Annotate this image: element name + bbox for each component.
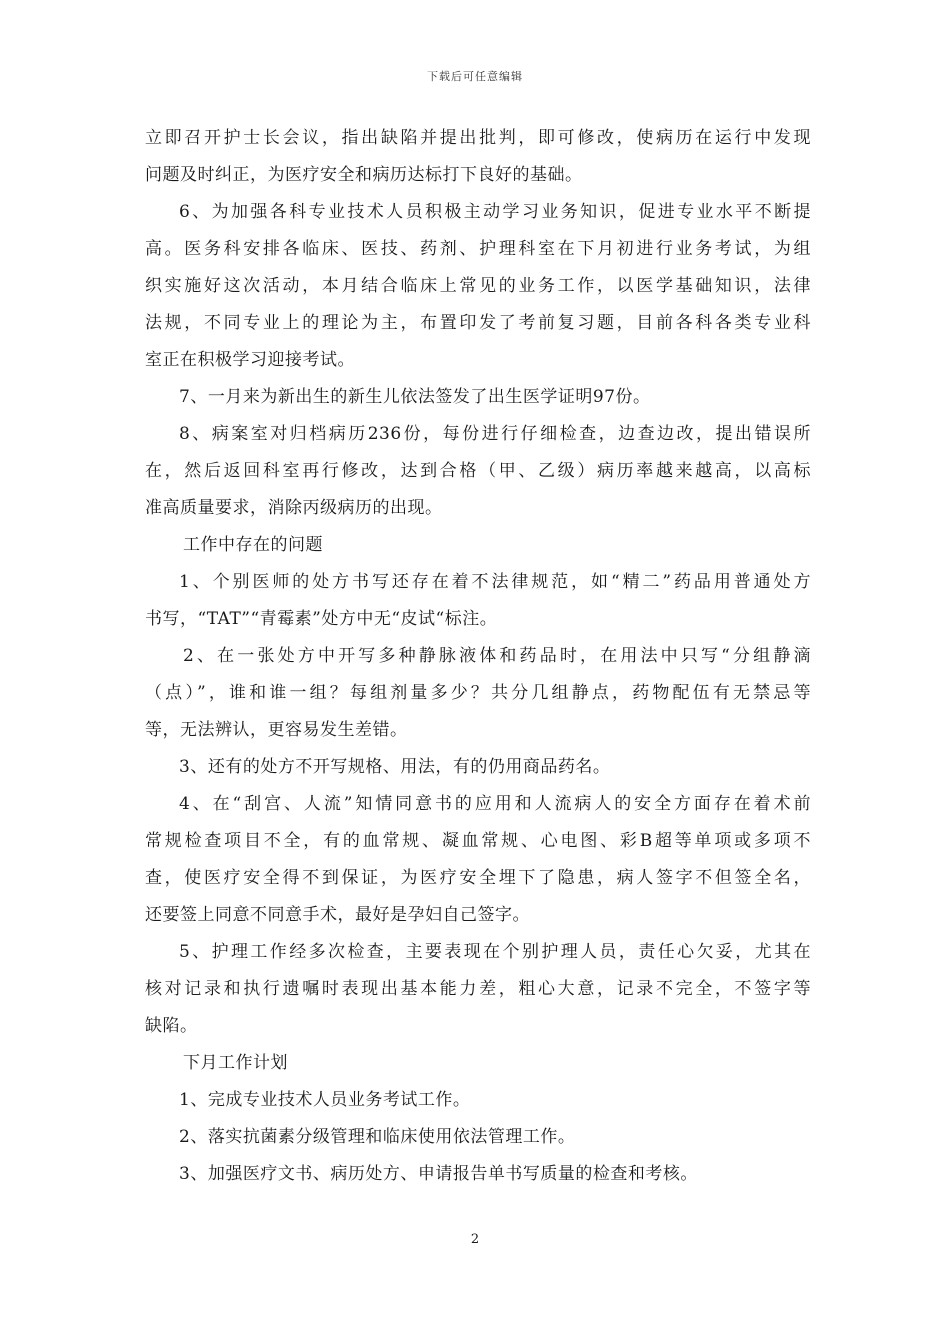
item-8-line: 准高质量要求，消除丙级病历的出现。	[145, 498, 443, 518]
item-8-line: 8、病案室对归档病历236份，每份进行仔细检查，边查边改，提出错误所	[179, 424, 811, 444]
item-6-line: 室正在积极学习迎接考试。	[145, 350, 355, 370]
problem-5-line: 5、护理工作经多次检查，主要表现在个别护理人员，责任心欠妥，尤其在	[179, 942, 811, 962]
problem-2-line: （点）”，谁和谁一组？每组剂量多少？共分几组静点，药物配伍有无禁忌等	[145, 683, 811, 703]
problem-2-line: 2、在一张处方中开写多种静脉液体和药品时，在用法中只写“分组静滴	[183, 646, 811, 666]
page-number: 2	[470, 1232, 480, 1247]
plan-heading: 下月工作计划	[183, 1053, 288, 1073]
problem-4-line: 常规检查项目不全，有的血常规、凝血常规、心电图、彩B超等单项或多项不	[145, 831, 811, 851]
problem-1-line: 1、个别医师的处方书写还存在着不法律规范，如“精二”药品用普通处方	[179, 572, 811, 592]
problem-2-line: 等，无法辨认，更容易发生差错。	[145, 720, 408, 740]
item-6-line: 织实施好这次活动，本月结合临床上常见的业务工作，以医学基础知识，法律	[145, 276, 811, 296]
problem-1-line: 书写，“TAT”“青霉素”处方中无“皮试“标注。	[145, 609, 498, 629]
plan-item-1: 1、完成专业技术人员业务考试工作。	[179, 1090, 471, 1110]
plan-item-3: 3、加强医疗文书、病历处方、申请报告单书写质量的检查和考核。	[179, 1164, 698, 1184]
problem-4-line: 4、在“刮宫、人流”知情同意书的应用和人流病人的安全方面存在着术前	[179, 794, 811, 814]
item-6-line: 法规，不同专业上的理论为主，布置印发了考前复习题，目前各科各类专业科	[145, 313, 811, 333]
item-6-line: 6、为加强各科专业技术人员积极主动学习业务知识，促进专业水平不断提	[179, 202, 811, 222]
document-body	[145, 120, 811, 1193]
item-8-line: 在，然后返回科室再行修改，达到合格（甲、乙级）病历率越来越高，以高标	[145, 461, 811, 481]
paragraph-line: 立即召开护士长会议，指出缺陷并提出批判，即可修改，使病历在运行中发现	[145, 128, 811, 148]
problem-4-line: 还要签上同意不同意手术，最好是孕妇自己签字。	[145, 905, 530, 925]
problem-5-line: 核对记录和执行遗嘱时表现出基本能力差，粗心大意，记录不完全，不签字等	[145, 979, 811, 999]
item-7-line: 7、一月来为新出生的新生儿依法签发了出生医学证明97份。	[179, 387, 651, 407]
page-header-note: 下载后可任意编辑	[427, 70, 523, 83]
problem-4-line: 查，使医疗安全得不到保证，为医疗安全埋下了隐患，病人签字不但签全名，	[145, 868, 811, 888]
item-6-line: 高。医务科安排各临床、医技、药剂、护理科室在下月初进行业务考试，为组	[145, 239, 811, 259]
problem-5-line: 缺陷。	[145, 1016, 198, 1036]
problems-heading: 工作中存在的问题	[183, 535, 323, 555]
plan-item-2: 2、落实抗菌素分级管理和临床使用依法管理工作。	[179, 1127, 576, 1147]
paragraph-line: 问题及时纠正，为医疗安全和病历达标打下良好的基础。	[145, 165, 583, 185]
problem-3-line: 3、还有的处方不开写规格、用法，有的仍用商品药名。	[179, 757, 611, 777]
